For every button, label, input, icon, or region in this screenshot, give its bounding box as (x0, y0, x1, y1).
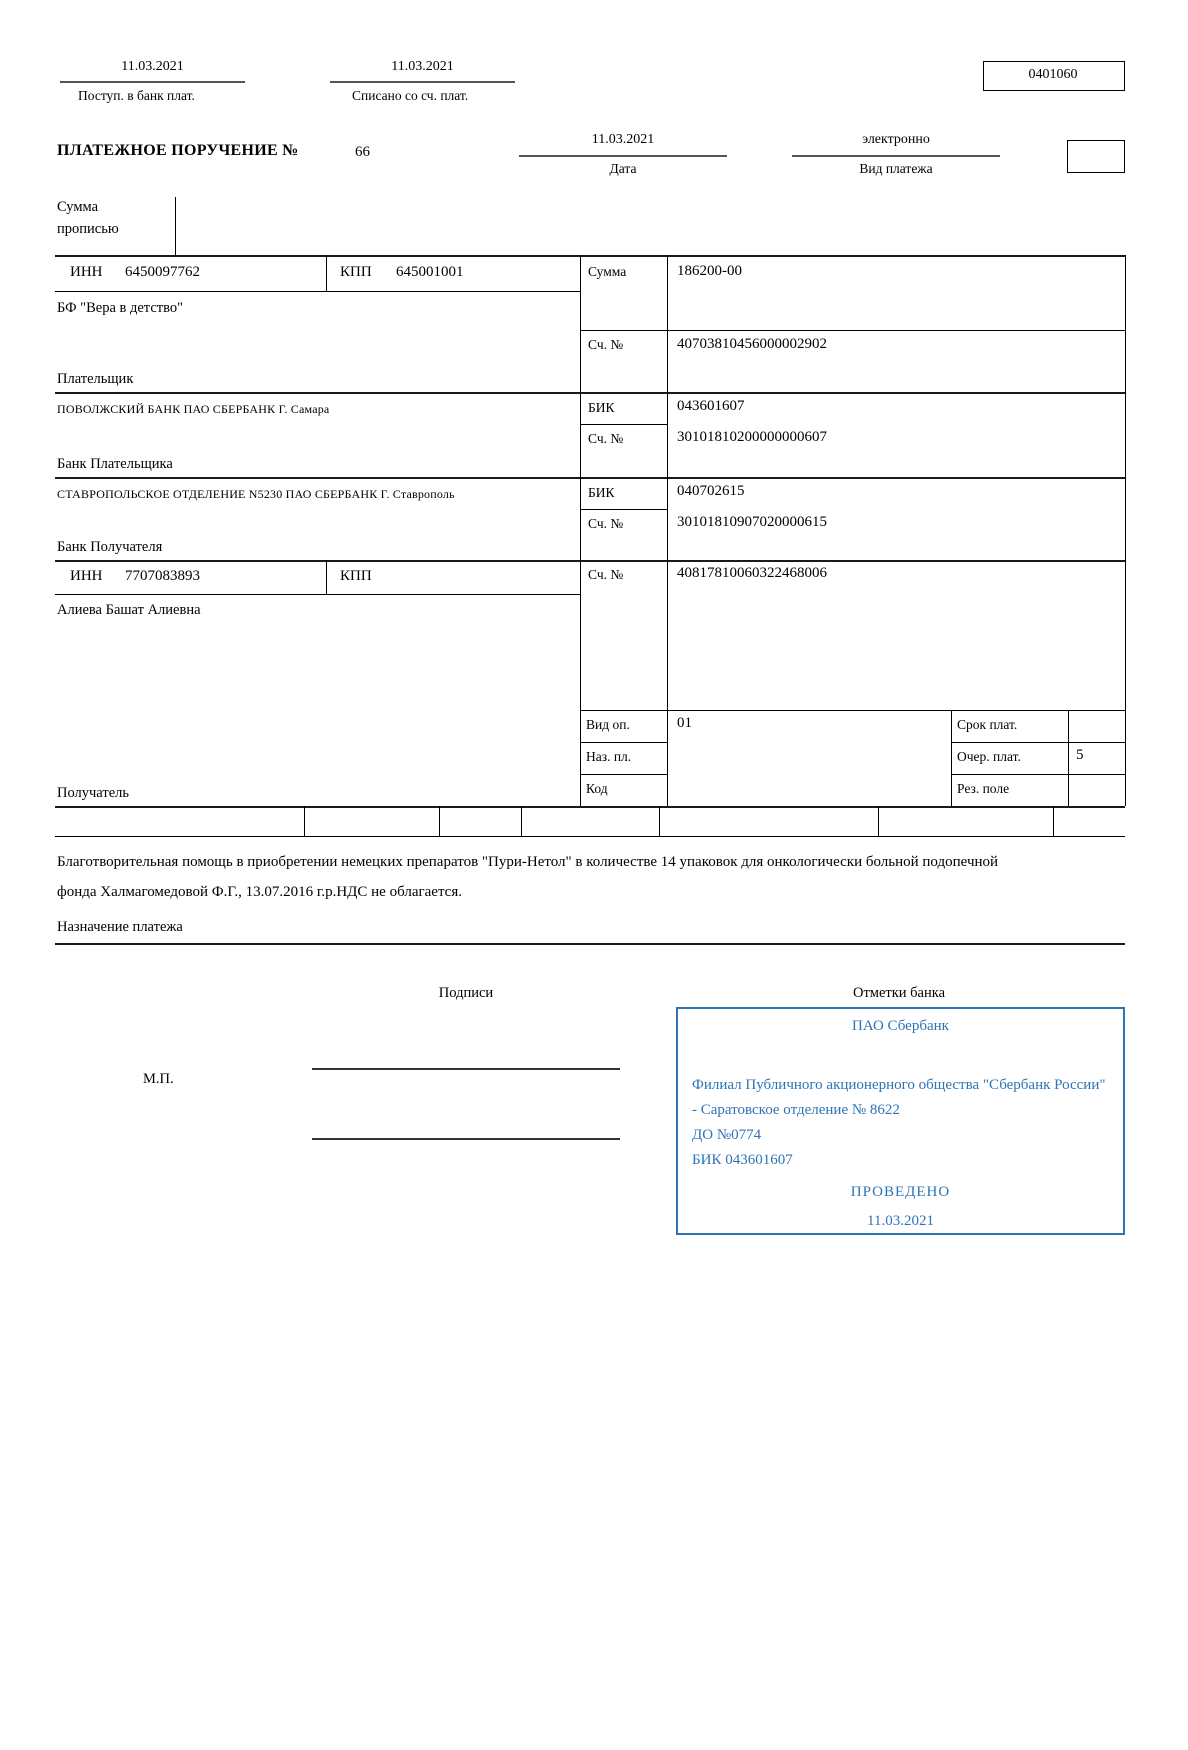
payee-account-bottom-line (580, 710, 1125, 711)
amount-in-words-label: Сумма прописью (57, 199, 119, 237)
payer-account-label: Сч. № (588, 337, 624, 352)
stamp-bik: БИК 043601607 (692, 1152, 793, 1168)
table-top-line (55, 255, 1125, 257)
payee-bank-name: СТАВРОПОЛЬСКОЕ ОТДЕЛЕНИЕ N5230 ПАО СБЕРБАНК Г. Ставрополь (57, 487, 455, 501)
payer-bank-section-label: Банк Плательщика (57, 456, 173, 472)
payer-section-label: Плательщик (57, 371, 134, 387)
form-code-box (983, 61, 1125, 91)
date-label: Дата (609, 161, 637, 176)
fields-row-divider-3 (521, 806, 522, 836)
op-kind-value: 01 (677, 715, 692, 731)
payer-bank-section-line (55, 477, 1125, 479)
document-number: 66 (355, 144, 370, 160)
payee-inn-kpp-divider (326, 560, 327, 594)
payer-bank-bik-label: БИК (588, 400, 615, 415)
payment-kind-underline (792, 155, 1000, 157)
purposecode-bottom-line (580, 774, 667, 775)
stamp-date: 11.03.2021 (867, 1213, 934, 1229)
fields-row-bottom-line (55, 836, 1125, 837)
purpose-underline (55, 943, 1125, 945)
signature-line-1 (312, 1068, 620, 1070)
payee-inn-label: ИНН (70, 568, 103, 584)
payer-bank-bik-value: 043601607 (677, 398, 745, 414)
payment-kind-label: Вид платежа (859, 161, 933, 176)
stamp-office-number: ДО №0774 (692, 1127, 762, 1143)
payee-bank-section-label: Банк Получателя (57, 539, 163, 555)
payee-name: Алиева Башат Алиевна (57, 602, 201, 618)
received-underline (60, 81, 245, 83)
payee-bank-bik-value: 040702615 (677, 483, 745, 499)
debited-from-account-date: 11.03.2021 (391, 59, 454, 74)
sum-label: Сумма (588, 264, 627, 279)
fields-row-divider-1 (304, 806, 305, 836)
document-title: ПЛАТЕЖНОЕ ПОРУЧЕНИЕ № (57, 142, 299, 159)
payee-account-value: 40817810060322468006 (677, 565, 827, 581)
sum-row-bottom-line (580, 330, 1125, 331)
debited-from-account-label: Списано со сч. плат. (352, 88, 469, 103)
received-in-bank-label: Поступ. в банк плат. (78, 88, 195, 103)
status-code-box (1067, 140, 1125, 173)
fields-row-divider-5 (878, 806, 879, 836)
fields-row-divider-6 (1053, 806, 1054, 836)
fields-row-divider-2 (439, 806, 440, 836)
payee-bank-bik-label: БИК (588, 485, 615, 500)
priority-value: 5 (1076, 747, 1084, 763)
bank-marks-label: Отметки банка (852, 985, 946, 1001)
payer-kpp-value: 645001001 (396, 264, 464, 280)
due-value-left-border (1068, 710, 1069, 806)
payer-inn-label: ИНН (70, 264, 103, 280)
form-code: 0401060 (1028, 67, 1078, 82)
fields-row-divider-4 (659, 806, 660, 836)
code-label: Код (586, 781, 608, 796)
amount-words-divider (175, 197, 176, 255)
stamp-status: ПРОВЕДЕНО (850, 1184, 951, 1200)
payee-bank-account-value: 30101810907020000615 (677, 514, 827, 530)
signatures-label: Подписи (438, 985, 494, 1001)
payer-inn-value: 6450097762 (125, 264, 200, 280)
payer-account-value: 40703810456000002902 (677, 336, 827, 352)
payee-kpp-label: КПП (340, 568, 372, 584)
label-column-right-border (667, 255, 668, 806)
priority-label: Очер. плат. (957, 749, 1021, 764)
payer-innkpp-bottom-line (55, 291, 580, 292)
payee-inn-value: 7707083893 (125, 568, 200, 584)
opkind-bottom-line (580, 742, 667, 743)
payer-bank-bik-bottom-line (580, 424, 667, 425)
payee-bank-bik-bottom-line (580, 509, 667, 510)
bank-stamp (676, 1007, 1125, 1235)
payer-bank-account-label: Сч. № (588, 431, 624, 446)
payment-kind-value: электронно (862, 132, 930, 147)
payment-purpose-label: Назначение платежа (57, 919, 183, 935)
payee-section-label: Получатель (57, 785, 129, 801)
table-right-border (1125, 255, 1126, 806)
payee-bank-account-label: Сч. № (588, 516, 624, 531)
payer-kpp-label: КПП (340, 264, 372, 280)
payee-innkpp-bottom-line (55, 594, 580, 595)
payee-account-label: Сч. № (588, 567, 624, 582)
purpose-code-label: Наз. пл. (586, 749, 632, 764)
left-column-right-border (580, 255, 581, 806)
reserve-field-label: Рез. поле (957, 781, 1010, 796)
document-date: 11.03.2021 (591, 132, 655, 147)
payer-bank-name: ПОВОЛЖСКИЙ БАНК ПАО СБЕРБАНК Г. Самара (57, 402, 330, 416)
stamp-branch-name: Филиал Публичного акционерного общества "Сбербанк России" - Саратовское отделение № 8622 (692, 1077, 1106, 1118)
payer-section-line (55, 392, 1125, 394)
received-in-bank-date: 11.03.2021 (121, 59, 184, 74)
signature-line-2 (312, 1138, 620, 1140)
payee-bank-section-line (55, 560, 1125, 562)
payment-purpose-text: Благотворительная помощь в приобретении немецких препаратов "Пури-Нетол" в количестве 14 упаковок для онкологически больной подопечной фонда Халмагомедовой Ф.Г., 13.07.2016 г.р.НДС не облагается. (57, 854, 999, 900)
priority-bottom-line (951, 774, 1125, 775)
table-bottom-line (55, 806, 1125, 808)
due-date-label: Срок плат. (957, 717, 1018, 732)
due-cell-left-border (951, 710, 952, 806)
date-underline (519, 155, 727, 157)
debited-underline (330, 81, 515, 83)
due-bottom-line (951, 742, 1125, 743)
payer-name: БФ "Вера в детство" (57, 300, 184, 316)
stamp-place-label: М.П. (143, 1071, 174, 1087)
op-kind-label: Вид оп. (586, 717, 630, 732)
stamp-bank-name: ПАО Сбербанк (852, 1018, 949, 1034)
sum-value: 186200-00 (677, 263, 742, 279)
payer-bank-account-value: 30101810200000000607 (677, 429, 827, 445)
payer-inn-kpp-divider (326, 255, 327, 291)
